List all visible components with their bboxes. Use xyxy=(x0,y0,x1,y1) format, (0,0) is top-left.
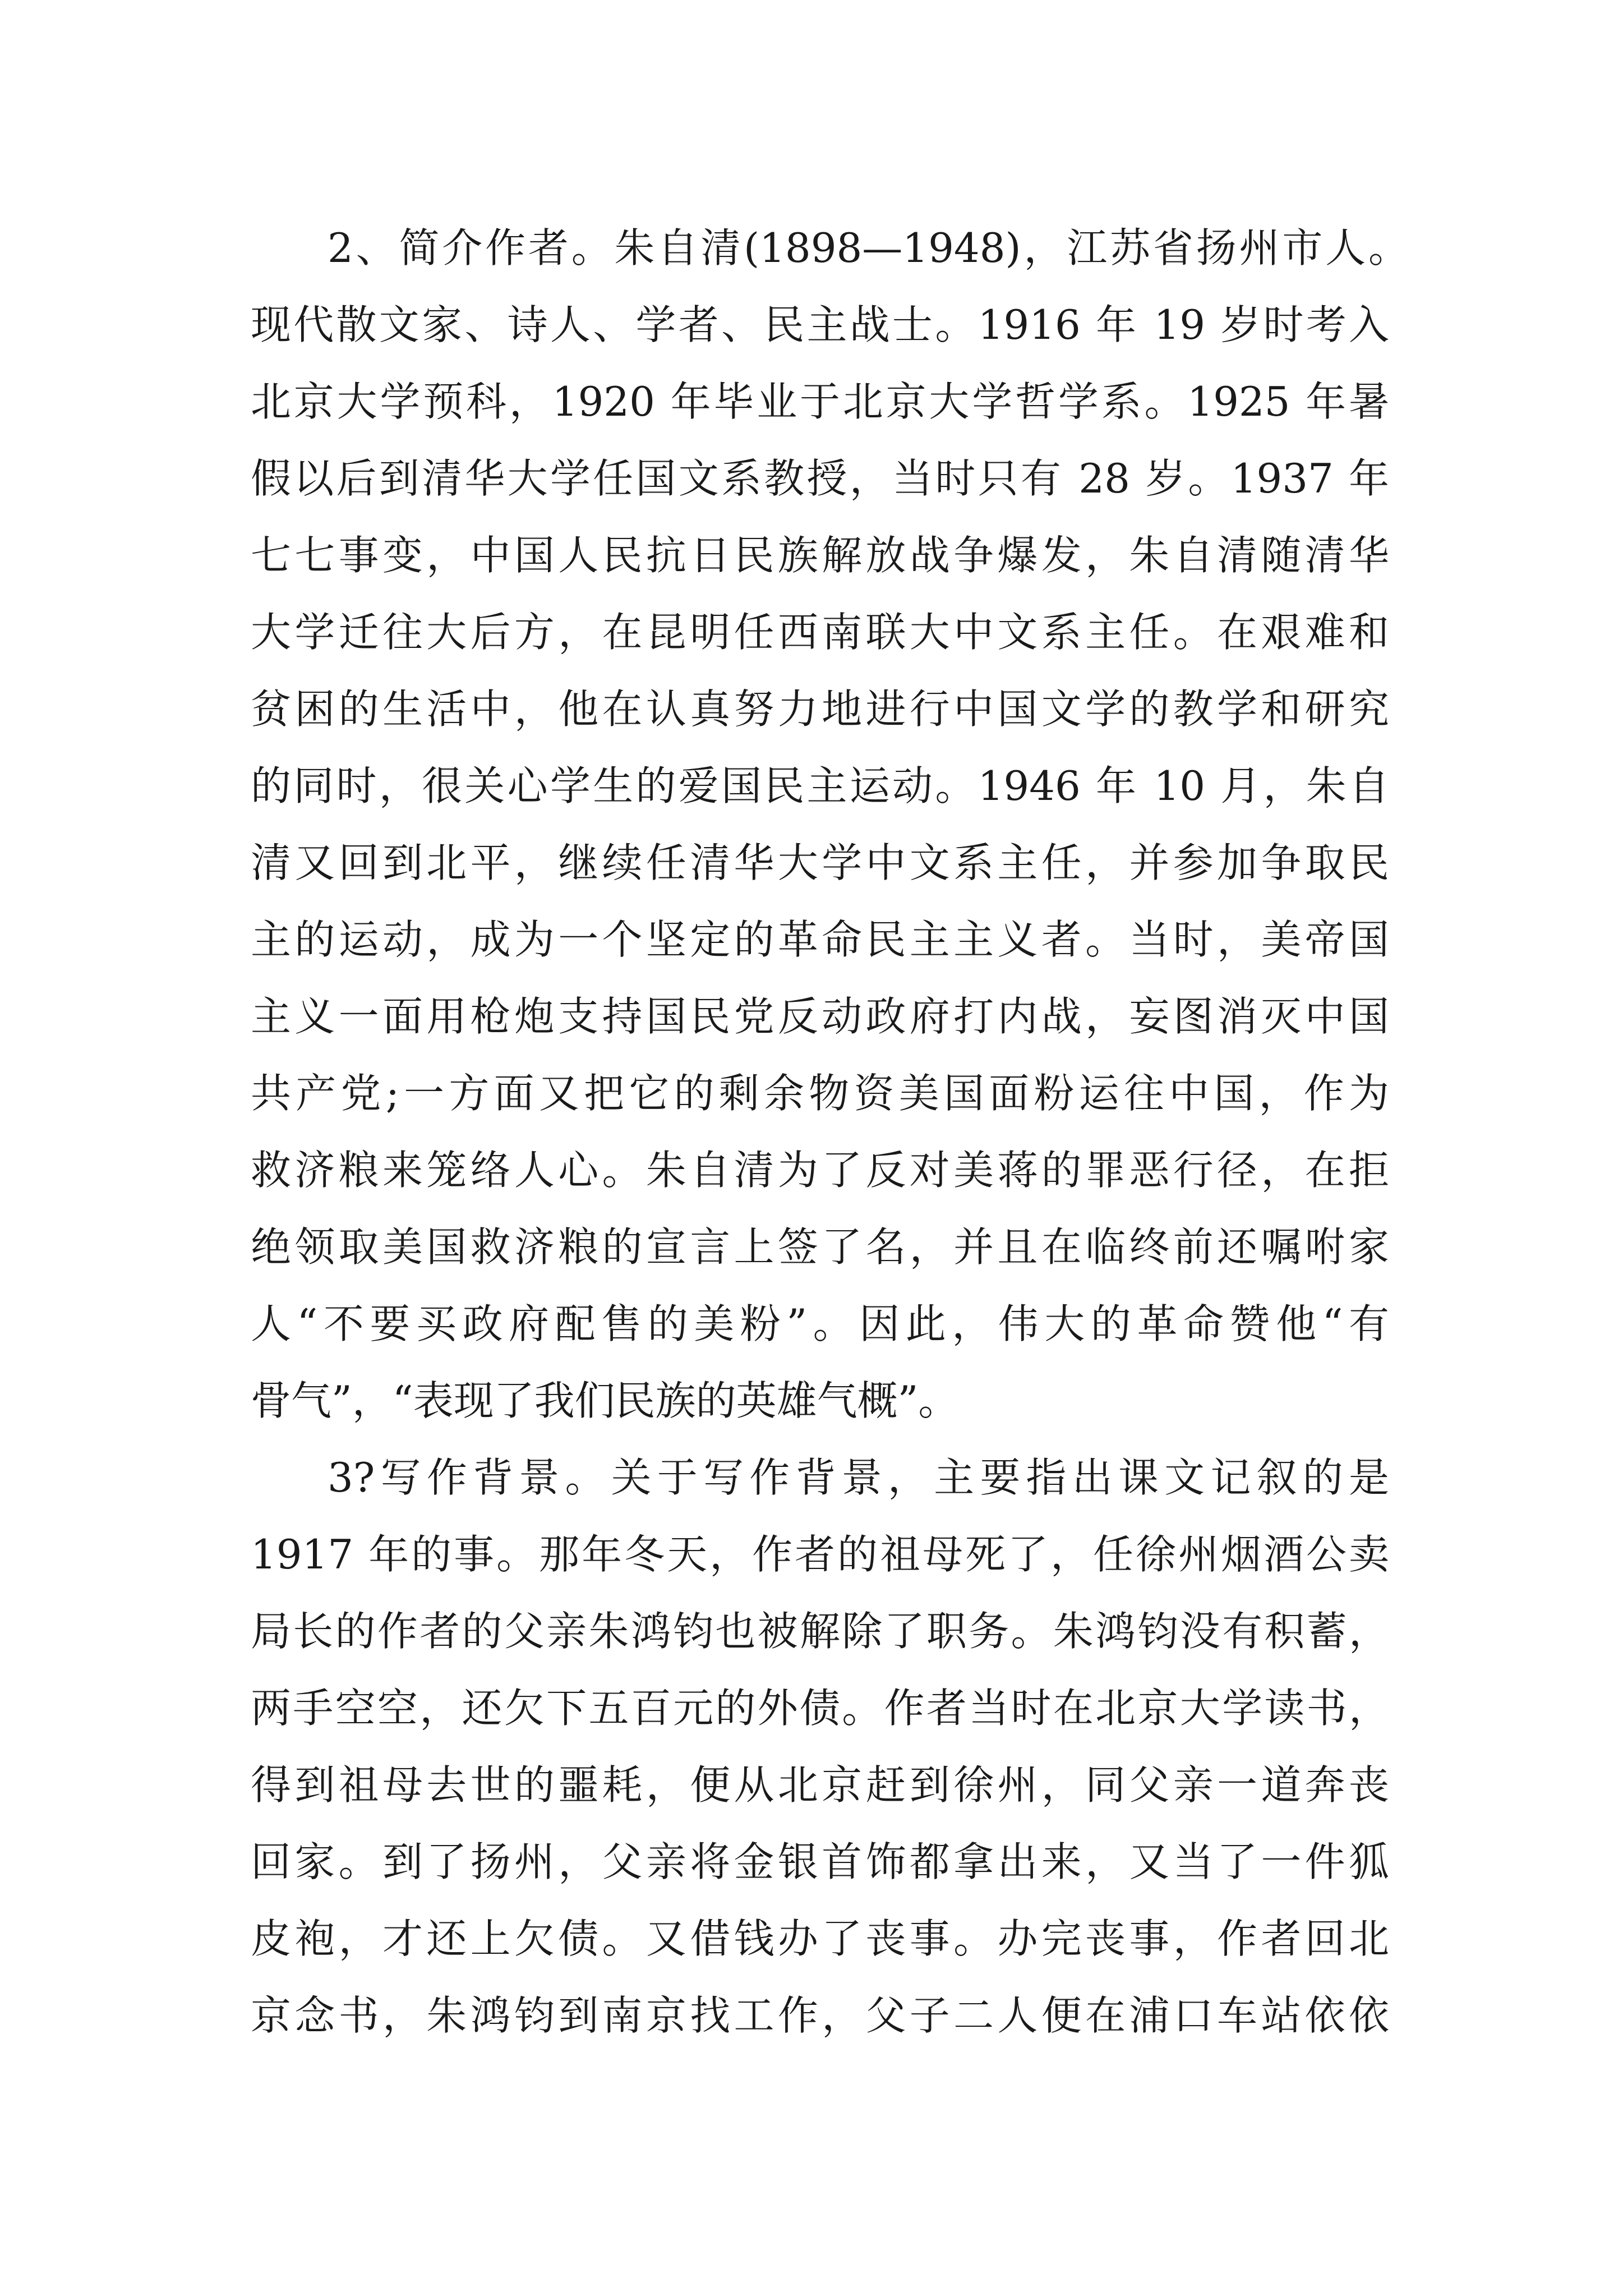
text-line: 1917 年的事。那年冬天，作者的祖母死了，任徐州烟酒公卖 xyxy=(251,1531,1389,1578)
text-line: 的同时，很关心学生的爱国民主运动。1946 年 10 月，朱自 xyxy=(251,762,1389,809)
text-line: 共产党;一方面又把它的剩余物资美国面粉运往中国，作为 xyxy=(251,1070,1389,1117)
paragraph-writing-background xyxy=(251,1439,1389,2054)
text-line: 七七事变，中国人民抗日民族解放战争爆发，朱自清随清华 xyxy=(251,532,1389,579)
paragraph-author-intro xyxy=(251,210,1409,1439)
text-line: 主的运动，成为一个坚定的革命民主主义者。当时，美帝国 xyxy=(251,916,1389,963)
text-line: 贫困的生活中，他在认真努力地进行中国文学的教学和研究 xyxy=(251,685,1389,733)
text-line: 绝领取美国救济粮的宣言上签了名，并且在临终前还嘱咐家 xyxy=(251,1223,1389,1271)
text-line: 得到祖母去世的噩耗，便从北京赶到徐州，同父亲一道奔丧 xyxy=(251,1761,1389,1809)
text-line: 两手空空，还欠下五百元的外债。作者当时在北京大学读书， xyxy=(251,1685,1389,1732)
text-line: 人“不要买政府配售的美粉”。因此，伟大的革命赞他“有 xyxy=(251,1300,1389,1347)
text-line: 大学迁往大后方，在昆明任西南联大中文系主任。在艰难和 xyxy=(251,609,1389,656)
text-line: 回家。到了扬州，父亲将金银首饰都拿出来，又当了一件狐 xyxy=(251,1838,1389,1885)
body-text xyxy=(251,210,1409,2054)
text-line: 清又回到北平，继续任清华大学中文系主任，并参加争取民 xyxy=(251,839,1389,886)
text-line: 京念书，朱鸿钧到南京找工作，父子二人便在浦口车站依依 xyxy=(251,1992,1389,2039)
text-line: 假以后到清华大学任国文系教授，当时只有 28 岁。1937 年 xyxy=(251,455,1389,502)
text-line: 皮袍，才还上欠债。又借钱办了丧事。办完丧事，作者回北 xyxy=(251,1915,1389,1962)
text-line: 现代散文家、诗人、学者、民主战士。1916 年 19 岁时考入 xyxy=(251,301,1389,348)
text-line: 骨气”，“表现了我们民族的英雄气概”。 xyxy=(251,1377,959,1424)
text-line: 主义一面用枪炮支持国民党反动政府打内战，妄图消灭中国 xyxy=(251,993,1389,1040)
text-line: 3?写作背景。关于写作背景，主要指出课文记叙的是 xyxy=(328,1454,1389,1501)
text-line: 救济粮来笼络人心。朱自清为了反对美蒋的罪恶行径，在拒 xyxy=(251,1147,1389,1194)
text-line: 北京大学预科，1920 年毕业于北京大学哲学系。1925 年暑 xyxy=(251,378,1389,425)
text-line: 局长的作者的父亲朱鸿钧也被解除了职务。朱鸿钧没有积蓄， xyxy=(251,1608,1389,1655)
text-line: 2、简介作者。朱自清(1898—1948)，江苏省扬州市人。 xyxy=(328,224,1409,272)
